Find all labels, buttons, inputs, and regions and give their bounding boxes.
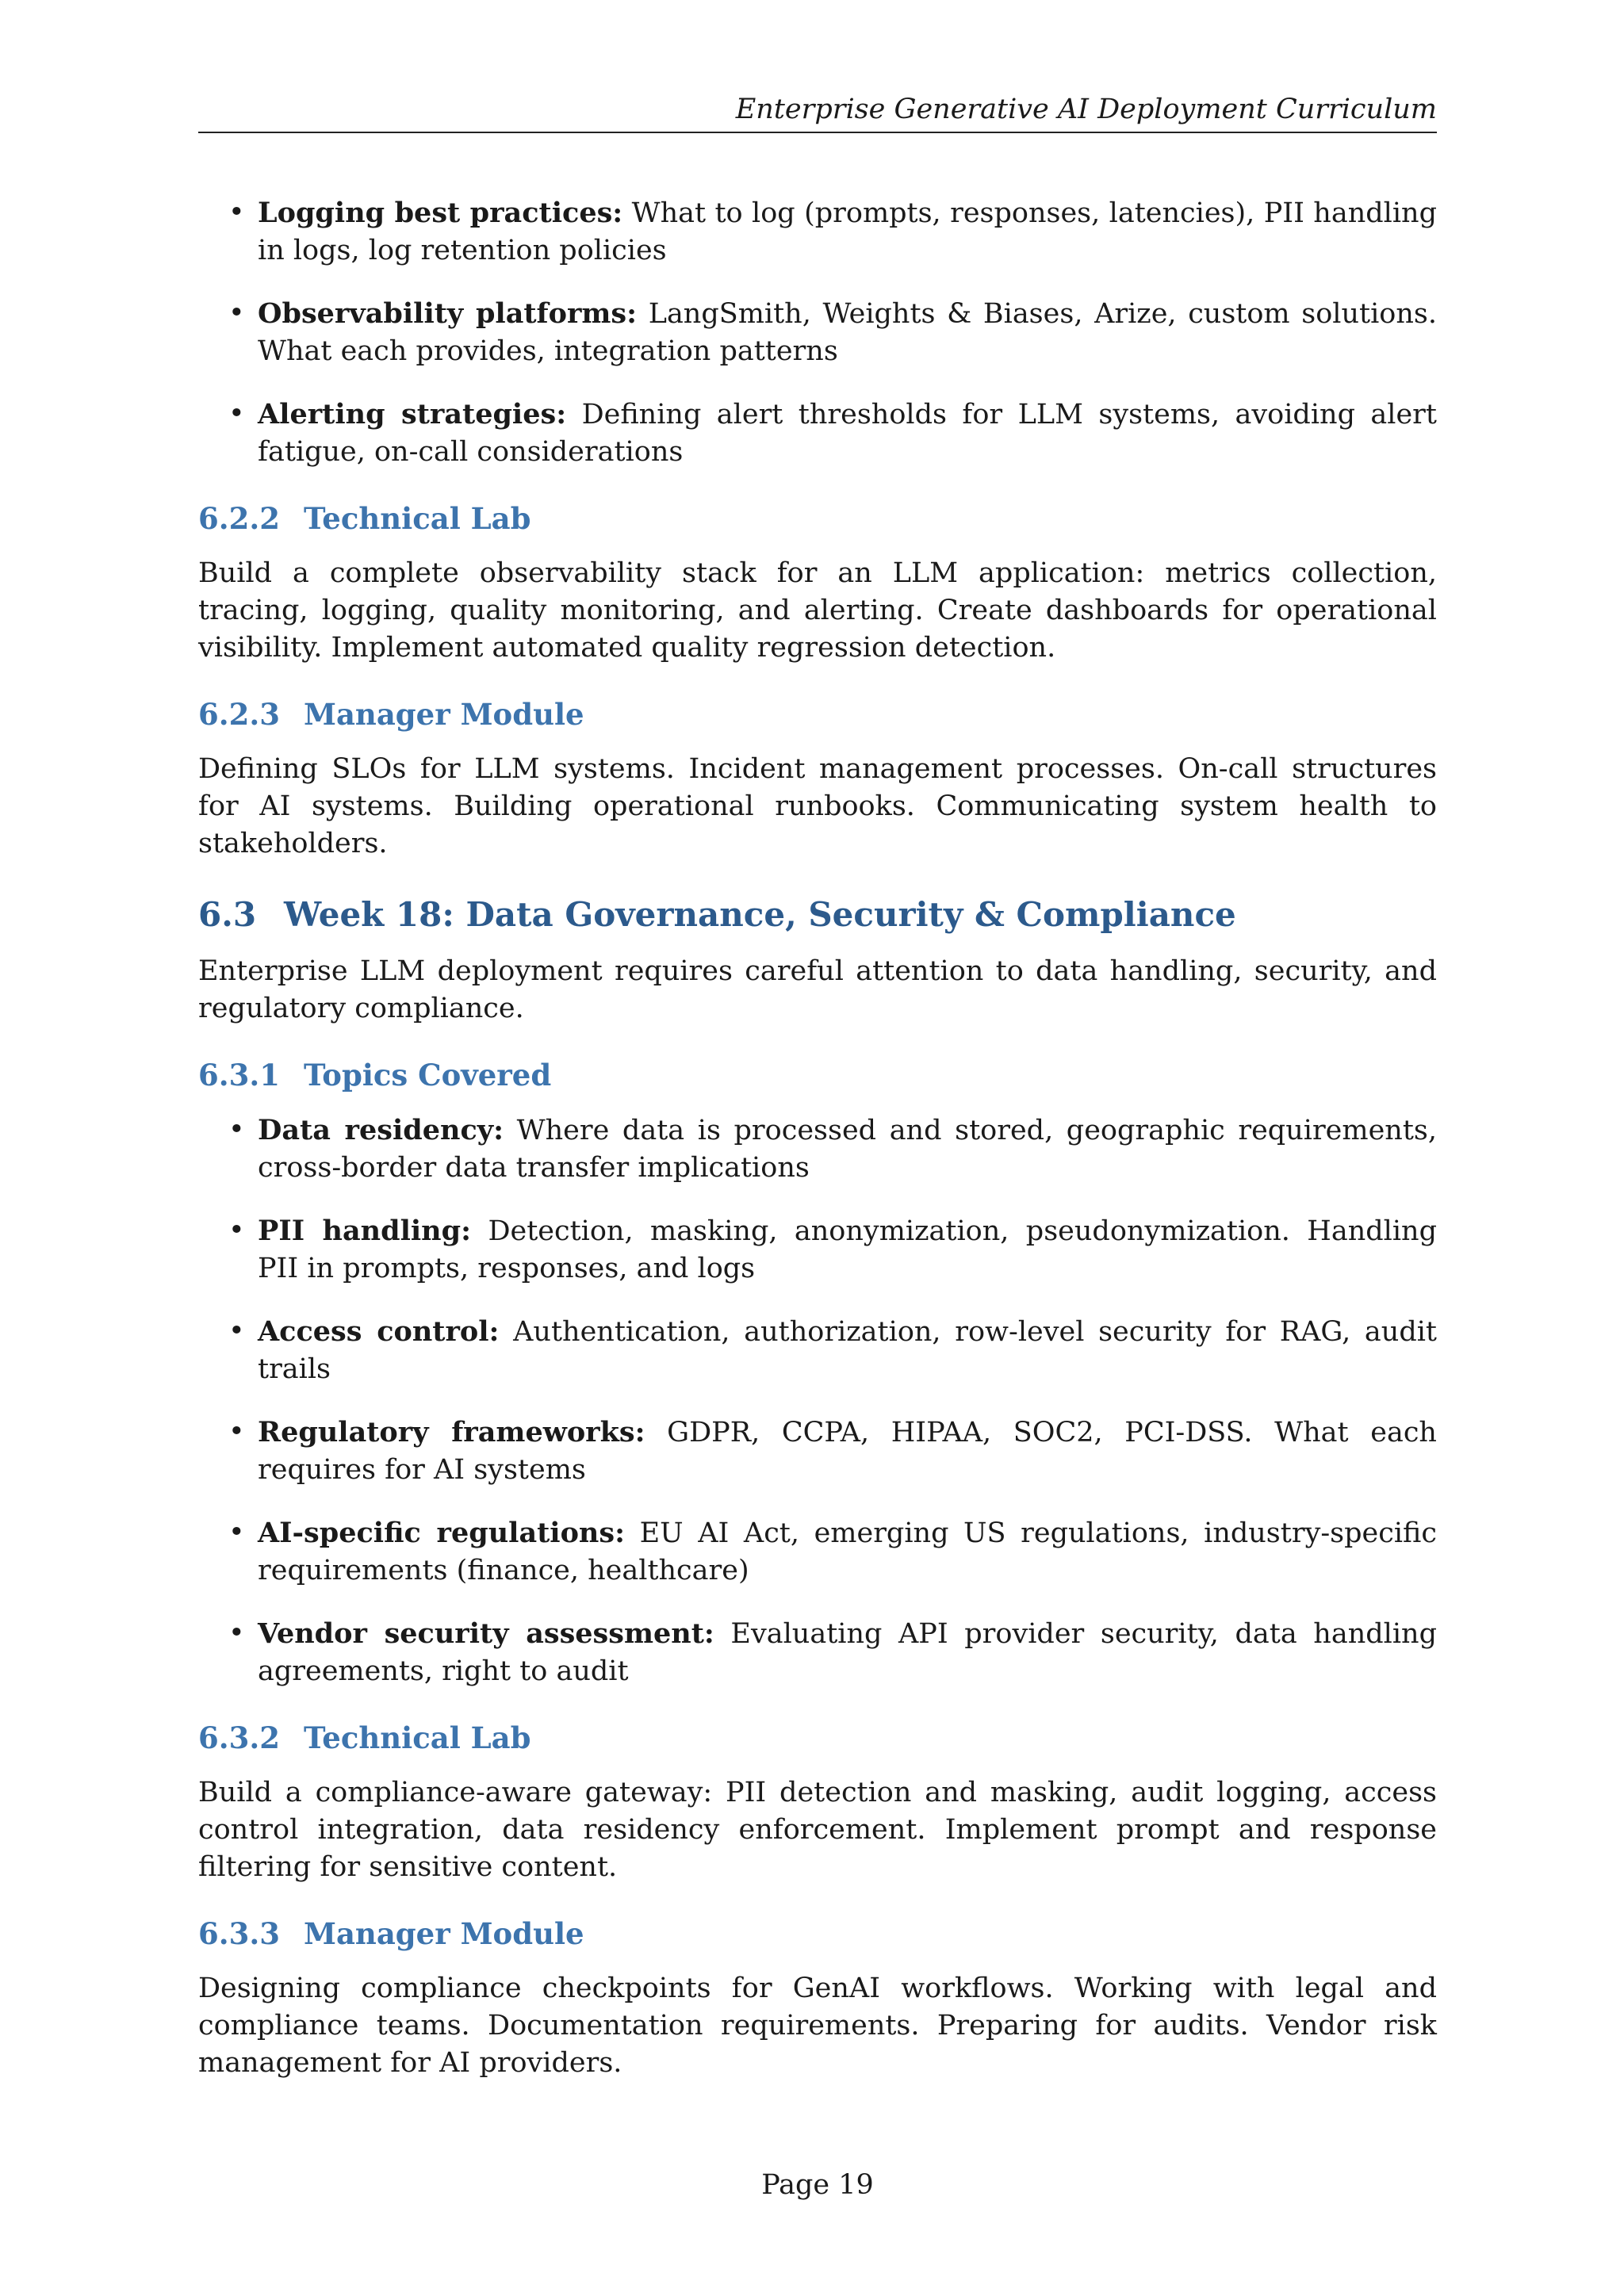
list-item <box>198 1615 1437 1690</box>
list-item <box>198 1414 1437 1489</box>
top-bullet-list <box>198 194 1437 471</box>
list-item <box>198 1212 1437 1288</box>
subsection-title: Manager Module <box>304 697 584 732</box>
list-item <box>198 295 1437 370</box>
bullet-icon: • <box>228 1114 245 1146</box>
page-number: Page 19 <box>761 2169 874 2201</box>
bullet-icon: • <box>228 1416 245 1448</box>
subsection-heading-6-2-2 <box>198 499 1437 538</box>
page-content <box>198 194 1437 2106</box>
bullet-text: Detection, masking, anonymization, pseudonymization. Handling PII in prompts, responses, and logs <box>258 1215 1437 1284</box>
bullet-icon: • <box>228 1617 245 1649</box>
bullet-term: Regulatory frameworks: <box>258 1416 645 1448</box>
subsection-heading-6-2-3 <box>198 695 1437 733</box>
list-item <box>198 194 1437 270</box>
list-item <box>198 1313 1437 1388</box>
subsection-number: 6.3.1 <box>198 1058 280 1093</box>
bullet-icon: • <box>228 1315 245 1347</box>
bullet-text: Defining alert thresholds for LLM systems, avoiding alert fatigue, on-call considerations <box>258 399 1437 468</box>
bullet-term: Observability platforms: <box>258 297 638 330</box>
list-item <box>198 1514 1437 1590</box>
running-header: Enterprise Generative AI Deployment Curriculum <box>735 94 1437 125</box>
section-heading-6-3 <box>198 894 1437 936</box>
bullet-icon: • <box>228 297 245 329</box>
paragraph: Enterprise LLM deployment requires careful attention to data handling, security, and regulatory compliance. <box>198 955 1437 1024</box>
bullet-text: LangSmith, Weights & Biases, Arize, custom solutions. What each provides, integration patterns <box>258 298 1437 367</box>
subsection-number: 6.2.3 <box>198 697 280 732</box>
bullet-term: Logging best practices: <box>258 197 623 229</box>
list-item <box>198 396 1437 471</box>
bullet-term: PII handling: <box>258 1215 472 1247</box>
subsection-title: Topics Covered <box>304 1058 552 1093</box>
section-number: 6.3 <box>198 895 257 934</box>
header-rule <box>198 132 1437 133</box>
subsection-number: 6.3.2 <box>198 1720 280 1755</box>
bullet-text: Where data is processed and stored, geographic requirements, cross-border data transfer implications <box>258 1115 1437 1184</box>
bullet-text: EU AI Act, emerging US regulations, industry-specific requirements (finance, healthcare) <box>258 1517 1437 1586</box>
paragraph: Defining SLOs for LLM systems. Incident management processes. On-call structures for AI systems. Building operational runbooks. Communicating system health to stakeholders. <box>198 753 1437 859</box>
bullet-term: Access control: <box>258 1315 500 1348</box>
bullet-text: What to log (prompts, responses, latencies), PII handling in logs, log retention policies <box>258 197 1437 266</box>
bullet-icon: • <box>228 1215 245 1246</box>
subsection-heading-6-3-2 <box>198 1719 1437 1757</box>
subsection-title: Technical Lab <box>304 1720 531 1755</box>
list-item <box>198 1112 1437 1187</box>
bullet-term: Vendor security assessment: <box>258 1617 714 1650</box>
bullet-term: Alerting strategies: <box>258 398 567 430</box>
bullet-icon: • <box>228 398 245 430</box>
subsection-heading-6-3-1 <box>198 1056 1437 1094</box>
bullet-term: AI-specific regulations: <box>258 1517 625 1549</box>
subsection-title: Manager Module <box>304 1916 584 1951</box>
bullet-text: Evaluating API provider security, data handling agreements, right to audit <box>258 1618 1437 1687</box>
subsection-heading-6-3-3 <box>198 1915 1437 1953</box>
topics-bullet-list <box>198 1112 1437 1690</box>
subsection-number: 6.3.3 <box>198 1916 280 1951</box>
bullet-text: GDPR, CCPA, HIPAA, SOC2, PCI-DSS. What each requires for AI systems <box>258 1417 1437 1486</box>
bullet-icon: • <box>228 197 245 228</box>
paragraph: Build a compliance-aware gateway: PII detection and masking, audit logging, access control integration, data residency enforcement. Implement prompt and response filtering for sensitive content. <box>198 1777 1437 1883</box>
subsection-title: Technical Lab <box>304 501 531 536</box>
bullet-term: Data residency: <box>258 1114 504 1146</box>
paragraph: Designing compliance checkpoints for GenAI workflows. Working with legal and compliance teams. Documentation requirements. Preparing for audits. Vendor risk management for AI providers. <box>198 1973 1437 2079</box>
section-title: Week 18: Data Governance, Security & Compliance <box>284 895 1236 934</box>
bullet-text: Authentication, authorization, row-level security for RAG, audit trails <box>258 1316 1437 1385</box>
bullet-icon: • <box>228 1517 245 1548</box>
paragraph: Build a complete observability stack for an LLM application: metrics collection, tracing, logging, quality monitoring, and alerting. Create dashboards for operational visibility. Implement automated quality regression detection. <box>198 557 1437 664</box>
subsection-number: 6.2.2 <box>198 501 280 536</box>
